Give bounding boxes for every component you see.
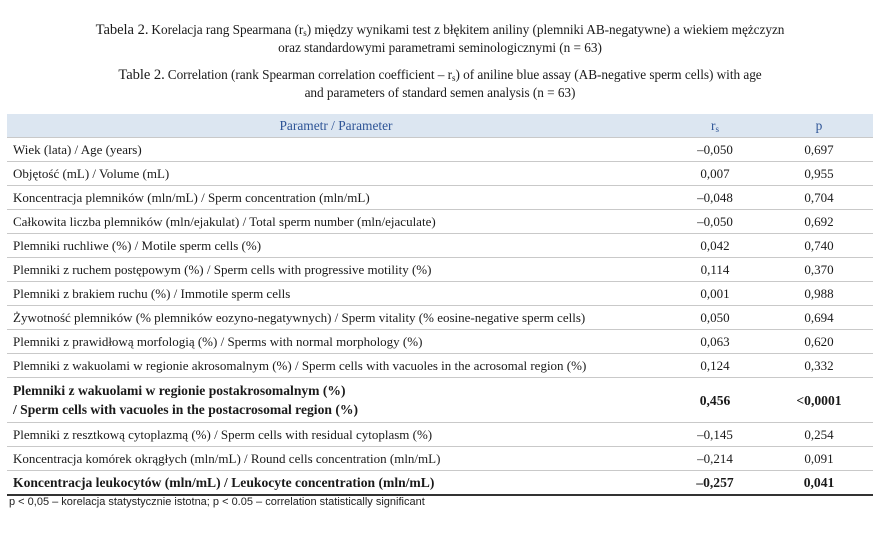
table-row (7, 138, 873, 162)
cell-p: 0,694 (765, 306, 873, 330)
table-row (7, 234, 873, 258)
cell-parameter: Koncentracja komórek okrągłych (mln/mL) / Round cells concentration (mln/mL) (7, 447, 665, 471)
caption-english (0, 66, 880, 101)
cell-parameter-line1: Plemniki z wakuolami w regionie postakrosomalnym (%) (13, 383, 346, 398)
cell-parameter: Plemniki z ruchem postępowym (%) / Sperm cells with progressive motility (%) (7, 258, 665, 282)
caption-english-label: Table 2. (118, 67, 165, 83)
cell-parameter: Wiek (lata) / Age (years) (7, 138, 665, 162)
caption-english-sub: s (452, 73, 456, 83)
cell-p: 0,370 (765, 258, 873, 282)
cell-parameter: Objętość (mL) / Volume (mL) (7, 162, 665, 186)
cell-rs: –0,257 (665, 471, 765, 496)
cell-rs: –0,145 (665, 423, 765, 447)
cell-rs: 0,007 (665, 162, 765, 186)
cell-p: 0,254 (765, 423, 873, 447)
header-rs-main: r (711, 117, 716, 133)
cell-p: 0,704 (765, 186, 873, 210)
cell-p: 0,041 (765, 471, 873, 496)
table-row (7, 447, 873, 471)
cell-p: 0,955 (765, 162, 873, 186)
table-row (7, 282, 873, 306)
cell-rs: 0,456 (665, 378, 765, 423)
cell-rs: 0,001 (665, 282, 765, 306)
cell-p: <0,0001 (765, 378, 873, 423)
table-row (7, 258, 873, 282)
caption-polish-line2: oraz standardowymi parametrami seminologicznymi (n = 63) (278, 40, 602, 55)
cell-rs: –0,214 (665, 447, 765, 471)
cell-p: 0,988 (765, 282, 873, 306)
cell-p: 0,620 (765, 330, 873, 354)
cell-parameter: Żywotność plemników (% plemników eozyno-negatywnych) / Sperm vitality (% eosine-negative sperm cells) (7, 306, 665, 330)
table-row (7, 354, 873, 378)
table-footnote: p < 0,05 – korelacja statystycznie istotna; p < 0.05 – correlation statistically significant (9, 496, 425, 508)
table-row (7, 423, 873, 447)
table-row (7, 306, 873, 330)
caption-polish (0, 21, 880, 56)
cell-rs: 0,050 (665, 306, 765, 330)
caption-polish-line1 (0, 21, 880, 39)
cell-parameter-line2: / Sperm cells with vacuoles in the postacrosomal region (%) (13, 402, 358, 417)
table-row-significant (7, 378, 873, 423)
cell-rs: –0,050 (665, 138, 765, 162)
header-parameter: Parametr / Parameter (7, 114, 665, 138)
cell-rs: 0,124 (665, 354, 765, 378)
table-row (7, 210, 873, 234)
table-row (7, 330, 873, 354)
cell-parameter: Koncentracja leukocytów (mln/mL) / Leukocyte concentration (mln/mL) (7, 471, 665, 496)
caption-english-text-b: ) of aniline blue assay (AB-negative sperm cells) with age (455, 67, 762, 82)
cell-p: 0,692 (765, 210, 873, 234)
cell-p: 0,332 (765, 354, 873, 378)
cell-parameter: Plemniki z prawidłową morfologią (%) / Sperms with normal morphology (%) (7, 330, 665, 354)
table-row (7, 162, 873, 186)
cell-parameter: Plemniki z brakiem ruchu (%) / Immotile sperm cells (7, 282, 665, 306)
cell-parameter: Plemniki z wakuolami w regionie akrosomalnym (%) / Sperm cells with vacuoles in the acrosomal region (%) (7, 354, 665, 378)
caption-english-line1 (0, 66, 880, 84)
header-rs (665, 114, 765, 138)
cell-rs: 0,063 (665, 330, 765, 354)
header-p: p (765, 114, 873, 138)
cell-parameter: Plemniki z resztkową cytoplazmą (%) / Sperm cells with residual cytoplasm (%) (7, 423, 665, 447)
cell-rs: –0,050 (665, 210, 765, 234)
cell-parameter: Całkowita liczba plemników (mln/ejakulat) / Total sperm number (mln/ejaculate) (7, 210, 665, 234)
caption-polish-text-b: ) między wynikami test z błękitem aniliny (plemniki AB-negatywne) a wiekiem mężczyzn (306, 22, 785, 37)
cell-p: 0,091 (765, 447, 873, 471)
caption-polish-text-a: Korelacja rang Spearmana (r (151, 22, 304, 37)
correlation-table (7, 114, 873, 496)
cell-rs: –0,048 (665, 186, 765, 210)
caption-english-line2: and parameters of standard semen analysis (n = 63) (304, 85, 576, 100)
table-row (7, 186, 873, 210)
cell-p: 0,740 (765, 234, 873, 258)
caption-polish-label: Tabela 2. (95, 22, 149, 38)
header-rs-sub: s (715, 123, 719, 134)
caption-english-text-a: Correlation (rank Spearman correlation coefficient – r (167, 67, 453, 82)
cell-parameter (7, 378, 665, 423)
cell-rs: 0,114 (665, 258, 765, 282)
table-row-significant (7, 471, 873, 496)
table-header-row (7, 114, 873, 138)
cell-p: 0,697 (765, 138, 873, 162)
caption-polish-sub: s (303, 28, 307, 38)
cell-rs: 0,042 (665, 234, 765, 258)
cell-parameter: Koncentracja plemników (mln/mL) / Sperm concentration (mln/mL) (7, 186, 665, 210)
cell-parameter: Plemniki ruchliwe (%) / Motile sperm cells (%) (7, 234, 665, 258)
